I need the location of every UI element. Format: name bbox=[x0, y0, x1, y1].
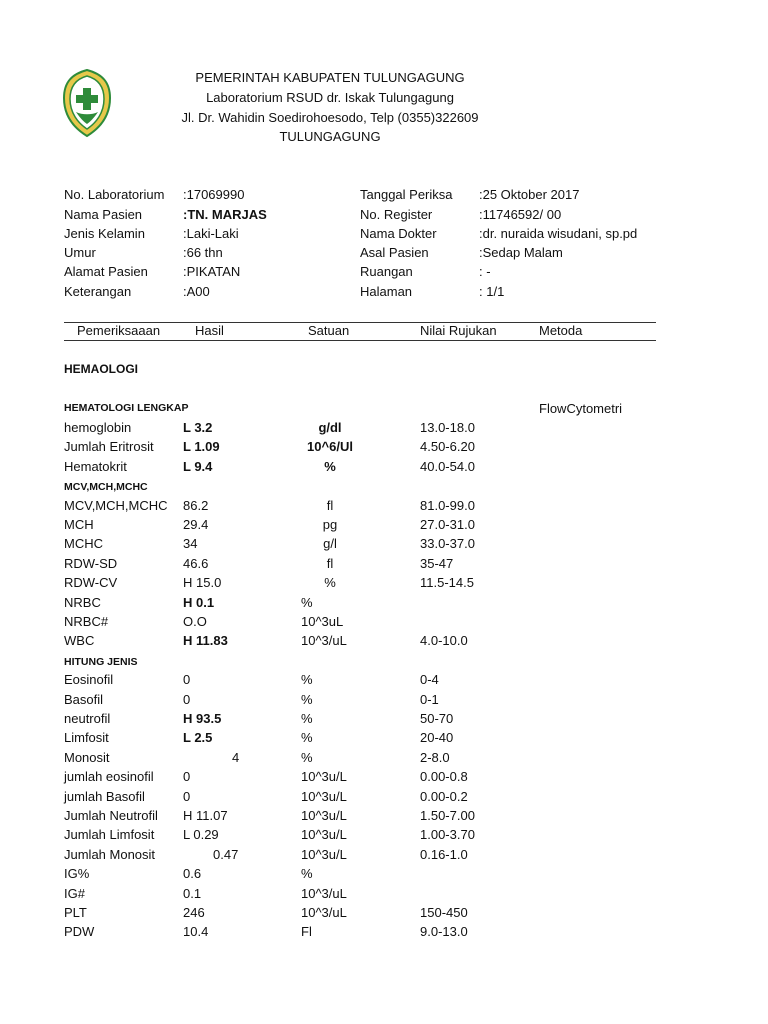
patient-label: Nama Dokter bbox=[360, 226, 437, 241]
test-unit: % bbox=[301, 595, 313, 610]
patient-label: No. Laboratorium bbox=[64, 187, 165, 202]
test-name: Hematokrit bbox=[64, 459, 127, 474]
patient-value: :Laki-Laki bbox=[183, 226, 239, 241]
test-name: RDW-SD bbox=[64, 556, 118, 571]
test-unit: Fl bbox=[301, 924, 312, 939]
test-result: 10.4 bbox=[183, 924, 209, 939]
test-result: 0.6 bbox=[183, 866, 202, 881]
test-name: Jumlah Monosit bbox=[64, 847, 156, 862]
test-result: 46.6 bbox=[183, 556, 209, 571]
test-name: Jumlah Neutrofil bbox=[64, 808, 158, 823]
test-unit: fl bbox=[326, 498, 334, 513]
patient-label: Keterangan bbox=[64, 284, 132, 299]
test-name: hemoglobin bbox=[64, 420, 132, 435]
header-government: PEMERINTAH KABUPATEN TULUNGAGUNG bbox=[195, 70, 465, 85]
test-result: 0 bbox=[183, 692, 191, 707]
patient-label: Jenis Kelamin bbox=[64, 226, 145, 241]
test-result: H 93.5 bbox=[183, 711, 222, 726]
test-unit: fl bbox=[326, 556, 334, 571]
group-heading: HITUNG JENIS bbox=[64, 656, 138, 668]
test-unit: 10^3/uL bbox=[301, 633, 347, 648]
test-reference-range: 20-40 bbox=[420, 730, 454, 745]
test-result: H 15.0 bbox=[183, 575, 222, 590]
test-name: MCH bbox=[64, 517, 94, 532]
test-reference-range: 0-1 bbox=[420, 692, 439, 707]
column-header-hasil: Hasil bbox=[195, 323, 224, 338]
test-name: RDW-CV bbox=[64, 575, 118, 590]
test-name: MCV,MCH,MCHC bbox=[64, 498, 168, 513]
patient-label: Asal Pasien bbox=[360, 245, 429, 260]
patient-label: Halaman bbox=[360, 284, 413, 299]
test-unit: % bbox=[301, 750, 313, 765]
column-header-metoda: Metoda bbox=[539, 323, 583, 338]
test-name: IG% bbox=[64, 866, 90, 881]
test-reference-range: 9.0-13.0 bbox=[420, 924, 468, 939]
test-name: MCHC bbox=[64, 536, 103, 551]
test-unit: % bbox=[301, 711, 313, 726]
test-result: O.O bbox=[183, 614, 207, 629]
test-name: Monosit bbox=[64, 750, 110, 765]
test-reference-range: 150-450 bbox=[420, 905, 468, 920]
test-unit: % bbox=[301, 692, 313, 707]
test-result: L 2.5 bbox=[183, 730, 213, 745]
test-unit: % bbox=[324, 459, 336, 474]
test-unit: 10^3u/L bbox=[301, 808, 347, 823]
test-result: L 3.2 bbox=[183, 420, 213, 435]
test-unit: g/dl bbox=[318, 420, 342, 435]
test-name: jumlah eosinofil bbox=[64, 769, 154, 784]
test-name: jumlah Basofil bbox=[64, 789, 145, 804]
test-unit: 10^6/Ul bbox=[307, 439, 353, 454]
test-result: H 11.07 bbox=[183, 808, 228, 823]
test-result: 4 bbox=[232, 750, 240, 765]
test-reference-range: 33.0-37.0 bbox=[420, 536, 475, 551]
test-unit: % bbox=[301, 672, 313, 687]
test-reference-range: 11.5-14.5 bbox=[420, 575, 474, 590]
test-reference-range: 0.00-0.2 bbox=[420, 789, 468, 804]
patient-value: :17069990 bbox=[183, 187, 245, 202]
test-name: Eosinofil bbox=[64, 672, 114, 687]
test-unit: 10^3u/L bbox=[301, 847, 347, 862]
patient-value: :Sedap Malam bbox=[479, 245, 563, 260]
patient-value: :66 thn bbox=[183, 245, 223, 260]
test-reference-range: 81.0-99.0 bbox=[420, 498, 475, 513]
test-reference-range: 0.16-1.0 bbox=[420, 847, 468, 862]
header-address: Jl. Dr. Wahidin Soedirohoesodo, Telp (0355)322609 bbox=[181, 110, 479, 125]
test-name: Jumlah Eritrosit bbox=[64, 439, 154, 454]
test-reference-range: 4.0-10.0 bbox=[420, 633, 468, 648]
test-reference-range: 2-8.0 bbox=[420, 750, 450, 765]
test-reference-range: 50-70 bbox=[420, 711, 454, 726]
test-name: Limfosit bbox=[64, 730, 109, 745]
header-city: TULUNGAGUNG bbox=[279, 129, 381, 144]
test-reference-range: 27.0-31.0 bbox=[420, 517, 475, 532]
test-unit: % bbox=[301, 866, 313, 881]
patient-value: :A00 bbox=[183, 284, 210, 299]
patient-value: :TN. MARJAS bbox=[183, 207, 267, 222]
patient-value: :PIKATAN bbox=[183, 264, 241, 279]
test-result: 86.2 bbox=[183, 498, 209, 513]
patient-value: :25 Oktober 2017 bbox=[479, 187, 580, 202]
test-unit: 10^3u/L bbox=[301, 789, 347, 804]
test-result: L 1.09 bbox=[183, 439, 220, 454]
test-reference-range: 1.50-7.00 bbox=[420, 808, 475, 823]
patient-label: No. Register bbox=[360, 207, 433, 222]
group-heading: MCV,MCH,MCHC bbox=[64, 481, 148, 493]
test-name: WBC bbox=[64, 633, 95, 648]
test-unit: % bbox=[301, 730, 313, 745]
test-reference-range: 1.00-3.70 bbox=[420, 827, 475, 842]
test-name: NRBC# bbox=[64, 614, 109, 629]
patient-value: : 1/1 bbox=[479, 284, 505, 299]
test-unit: 10^3/uL bbox=[301, 886, 347, 901]
test-result: L 0.29 bbox=[183, 827, 219, 842]
test-reference-range: 13.0-18.0 bbox=[420, 420, 475, 435]
test-result: 0.1 bbox=[183, 886, 202, 901]
test-name: neutrofil bbox=[64, 711, 111, 726]
patient-value: :11746592/ 00 bbox=[479, 207, 562, 222]
test-result: 34 bbox=[183, 536, 198, 551]
test-reference-range: 0.00-0.8 bbox=[420, 769, 468, 784]
patient-value: :dr. nuraida wisudani, sp.pd bbox=[479, 226, 638, 241]
test-reference-range: 0-4 bbox=[420, 672, 439, 687]
subsection-title: HEMATOLOGI LENGKAP bbox=[64, 402, 189, 414]
test-name: IG# bbox=[64, 886, 85, 901]
test-name: Basofil bbox=[64, 692, 104, 707]
patient-label: Tanggal Periksa bbox=[360, 187, 453, 202]
test-unit: 10^3/uL bbox=[301, 905, 347, 920]
test-reference-range: 40.0-54.0 bbox=[420, 459, 475, 474]
patient-label: Alamat Pasien bbox=[64, 264, 148, 279]
column-header-nilai-rujukan: Nilai Rujukan bbox=[420, 323, 497, 338]
test-name: PDW bbox=[64, 924, 95, 939]
patient-label: Umur bbox=[64, 245, 96, 260]
test-unit: pg bbox=[322, 517, 338, 532]
test-result: 0.47 bbox=[213, 847, 239, 862]
method-label: FlowCytometri bbox=[539, 401, 623, 416]
test-result: 0 bbox=[183, 769, 191, 784]
test-unit: % bbox=[324, 575, 336, 590]
patient-label: Nama Pasien bbox=[64, 207, 143, 222]
patient-value: : - bbox=[479, 264, 491, 279]
rsud-crest-logo-icon bbox=[62, 68, 112, 138]
test-result: H 0.1 bbox=[183, 595, 215, 610]
test-unit: 10^3u/L bbox=[301, 827, 347, 842]
test-reference-range: 35-47 bbox=[420, 556, 454, 571]
test-result: 246 bbox=[183, 905, 205, 920]
test-name: NRBC bbox=[64, 595, 101, 610]
column-header-satuan: Satuan bbox=[308, 323, 350, 338]
test-unit: 10^3uL bbox=[301, 614, 344, 629]
test-result: H 11.83 bbox=[183, 633, 228, 648]
test-reference-range: 4.50-6.20 bbox=[420, 439, 475, 454]
test-result: 0 bbox=[183, 672, 191, 687]
test-unit: 10^3u/L bbox=[301, 769, 347, 784]
patient-label: Ruangan bbox=[360, 264, 413, 279]
column-header-pemeriksaan: Pemeriksaaan bbox=[77, 323, 161, 338]
test-result: 0 bbox=[183, 789, 191, 804]
test-name: Jumlah Limfosit bbox=[64, 827, 155, 842]
section-title: HEMAOLOGI bbox=[64, 362, 138, 376]
test-unit: g/l bbox=[323, 536, 337, 551]
test-name: PLT bbox=[64, 905, 87, 920]
table-header-rule bbox=[64, 340, 656, 341]
test-result: 29.4 bbox=[183, 517, 209, 532]
header-laboratory: Laboratorium RSUD dr. Iskak Tulungagung bbox=[206, 90, 454, 105]
test-result: L 9.4 bbox=[183, 459, 213, 474]
